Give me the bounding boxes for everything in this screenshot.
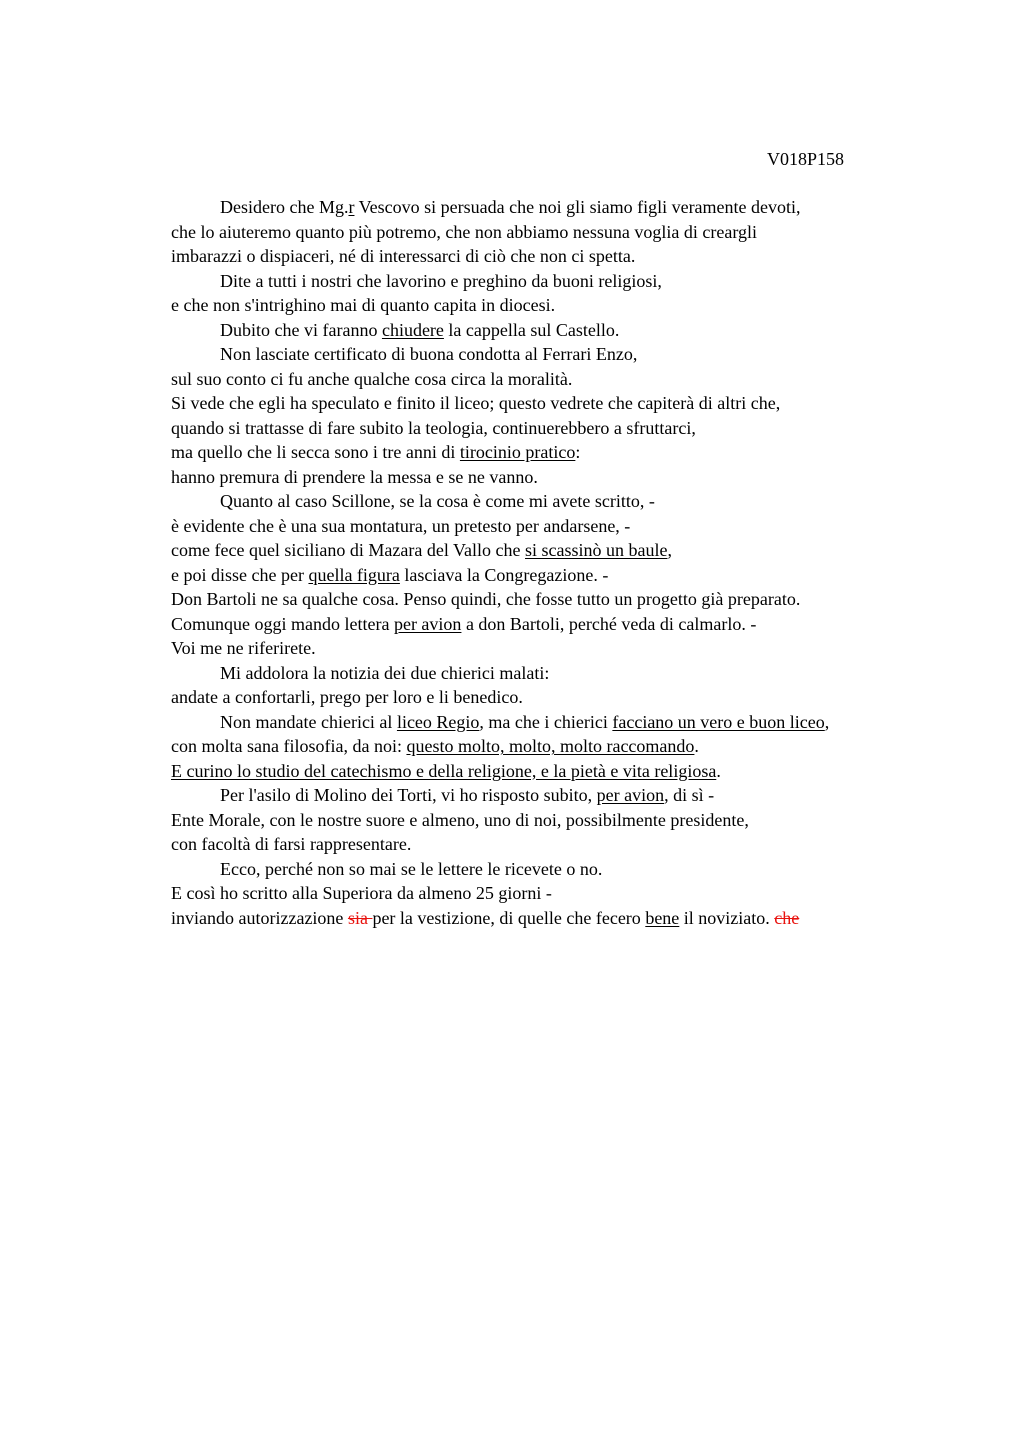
text-line	[171, 661, 971, 686]
text-line	[171, 857, 971, 882]
text-line	[171, 220, 971, 245]
underlined-text: chiudere	[381, 319, 444, 340]
underlined-text: per avion	[393, 613, 462, 634]
text-segment: ,	[824, 711, 830, 732]
text-line	[171, 195, 971, 220]
text-segment: come fece quel siciliano di Mazara del Vallo che	[171, 540, 526, 560]
deleted-text: che	[774, 907, 800, 928]
text-segment: Non lasciate certificato di buona condotta al Ferrari Enzo,	[220, 344, 638, 364]
text-line	[171, 465, 971, 490]
text-segment: .	[694, 736, 699, 756]
text-segment: Vescovo si persuada che noi gli siamo figli veramente devoti,	[354, 197, 801, 217]
letter-body	[171, 195, 971, 930]
text-line	[171, 318, 971, 343]
text-segment: la cappella sul Castello.	[443, 319, 620, 340]
text-line	[171, 636, 971, 661]
text-segment: Mi addolora la notizia dei due chierici malati:	[220, 662, 550, 683]
underlined-text: per avion	[596, 785, 665, 805]
text-segment: Si vede che egli ha speculato e finito il liceo; questo vedrete che capiterà di altri che,	[171, 393, 781, 413]
text-segment: Non mandate chierici al	[220, 711, 397, 732]
underlined-text: si scassinò un baule	[525, 540, 668, 560]
page-identifier: V018P158	[766, 149, 844, 169]
text-line	[171, 587, 971, 612]
underlined-text: tirocinio pratico	[459, 442, 576, 462]
text-segment: Per l'asilo di Molino dei Torti, vi ho risposto subito,	[220, 785, 597, 805]
underlined-text: quella figura	[308, 564, 400, 585]
text-line	[171, 489, 971, 514]
text-segment: ,	[667, 540, 672, 560]
text-segment: e che non s'intrighino mai di quanto capita in diocesi.	[171, 295, 556, 315]
text-segment: e poi disse che per	[171, 564, 309, 585]
text-line	[171, 563, 971, 588]
text-segment: :	[575, 442, 581, 462]
text-segment: ma quello che li secca sono i tre anni di	[171, 442, 460, 462]
text-segment: Voi me ne riferirete.	[171, 638, 316, 658]
text-segment: è evidente che è una sua montatura, un pretesto per andarsene, -	[171, 515, 631, 536]
text-line	[171, 734, 971, 759]
text-line	[171, 538, 971, 563]
text-segment: Don Bartoli ne sa qualche cosa. Penso quindi, che fosse tutto un progetto già preparato.	[171, 589, 801, 609]
underlined-text: liceo Regio	[396, 711, 480, 732]
text-segment: hanno premura di prendere la messa e se ne vanno.	[171, 466, 538, 487]
text-line	[171, 808, 971, 833]
deleted-text: sia	[347, 907, 373, 928]
text-segment: inviando autorizzazione	[171, 907, 348, 928]
text-line	[171, 367, 971, 392]
underlined-text: E curino lo studio del catechismo e della religione, e la pietà e vita religiosa	[171, 760, 717, 781]
text-segment: Comunque oggi mando lettera	[171, 613, 394, 634]
text-line	[171, 416, 971, 441]
text-segment: .	[716, 760, 721, 781]
text-segment: Quanto al caso Scillone, se la cosa è come mi avete scritto, -	[220, 491, 655, 511]
text-line	[171, 685, 971, 710]
text-segment: Ente Morale, con le nostre suore e almeno, uno di noi, possibilmente presidente,	[171, 809, 749, 830]
text-line	[171, 244, 971, 269]
text-line	[171, 783, 971, 808]
text-line	[171, 710, 971, 735]
text-segment: lasciava la Congregazione. -	[399, 564, 609, 585]
text-segment: quando si trattasse di fare subito la teologia, continuerebbero a sfruttarci,	[171, 417, 696, 438]
text-line	[171, 612, 971, 637]
text-segment: a don Bartoli, perché veda di calmarlo. -	[461, 613, 757, 634]
text-segment: , ma che i chierici	[479, 711, 613, 732]
text-segment: il noviziato.	[679, 907, 775, 928]
text-line	[171, 269, 971, 294]
text-line	[171, 832, 971, 857]
text-segment: Dubito che vi faranno	[220, 319, 382, 340]
text-line	[171, 881, 971, 906]
text-segment: per la vestizione, di quelle che fecero	[372, 907, 646, 928]
text-segment: E così ho scritto alla Superiora da almeno 25 giorni -	[171, 883, 552, 903]
underlined-text: facciano un vero e buon liceo	[612, 711, 825, 732]
text-line	[171, 514, 971, 539]
underlined-text: r	[348, 197, 355, 217]
text-segment: imbarazzi o dispiaceri, né di interessarci di ciò che non ci spetta.	[171, 246, 636, 266]
text-segment: andate a confortarli, prego per loro e li benedico.	[171, 687, 523, 707]
text-segment: con molta sana filosofia, da noi:	[171, 736, 407, 756]
text-line	[171, 440, 971, 465]
text-line	[171, 759, 971, 784]
text-segment: con facoltà di farsi rappresentare.	[171, 834, 412, 854]
underlined-text: questo molto, molto, molto raccomando	[406, 736, 695, 756]
text-segment: che lo aiuteremo quanto più potremo, che non abbiamo nessuna voglia di creargli	[171, 221, 757, 242]
text-line	[171, 906, 971, 931]
text-segment: Ecco, perché non so mai se le lettere le ricevete o no.	[220, 858, 603, 879]
text-segment: Dite a tutti i nostri che lavorino e preghino da buoni religiosi,	[220, 270, 662, 291]
underlined-text: bene	[645, 907, 680, 928]
text-segment: sul suo conto ci fu anche qualche cosa circa la moralità.	[171, 368, 573, 389]
text-segment: Desidero che Mg.	[220, 197, 349, 217]
text-line	[171, 342, 971, 367]
text-segment: , di sì -	[664, 785, 715, 805]
text-line	[171, 391, 971, 416]
text-line	[171, 293, 971, 318]
